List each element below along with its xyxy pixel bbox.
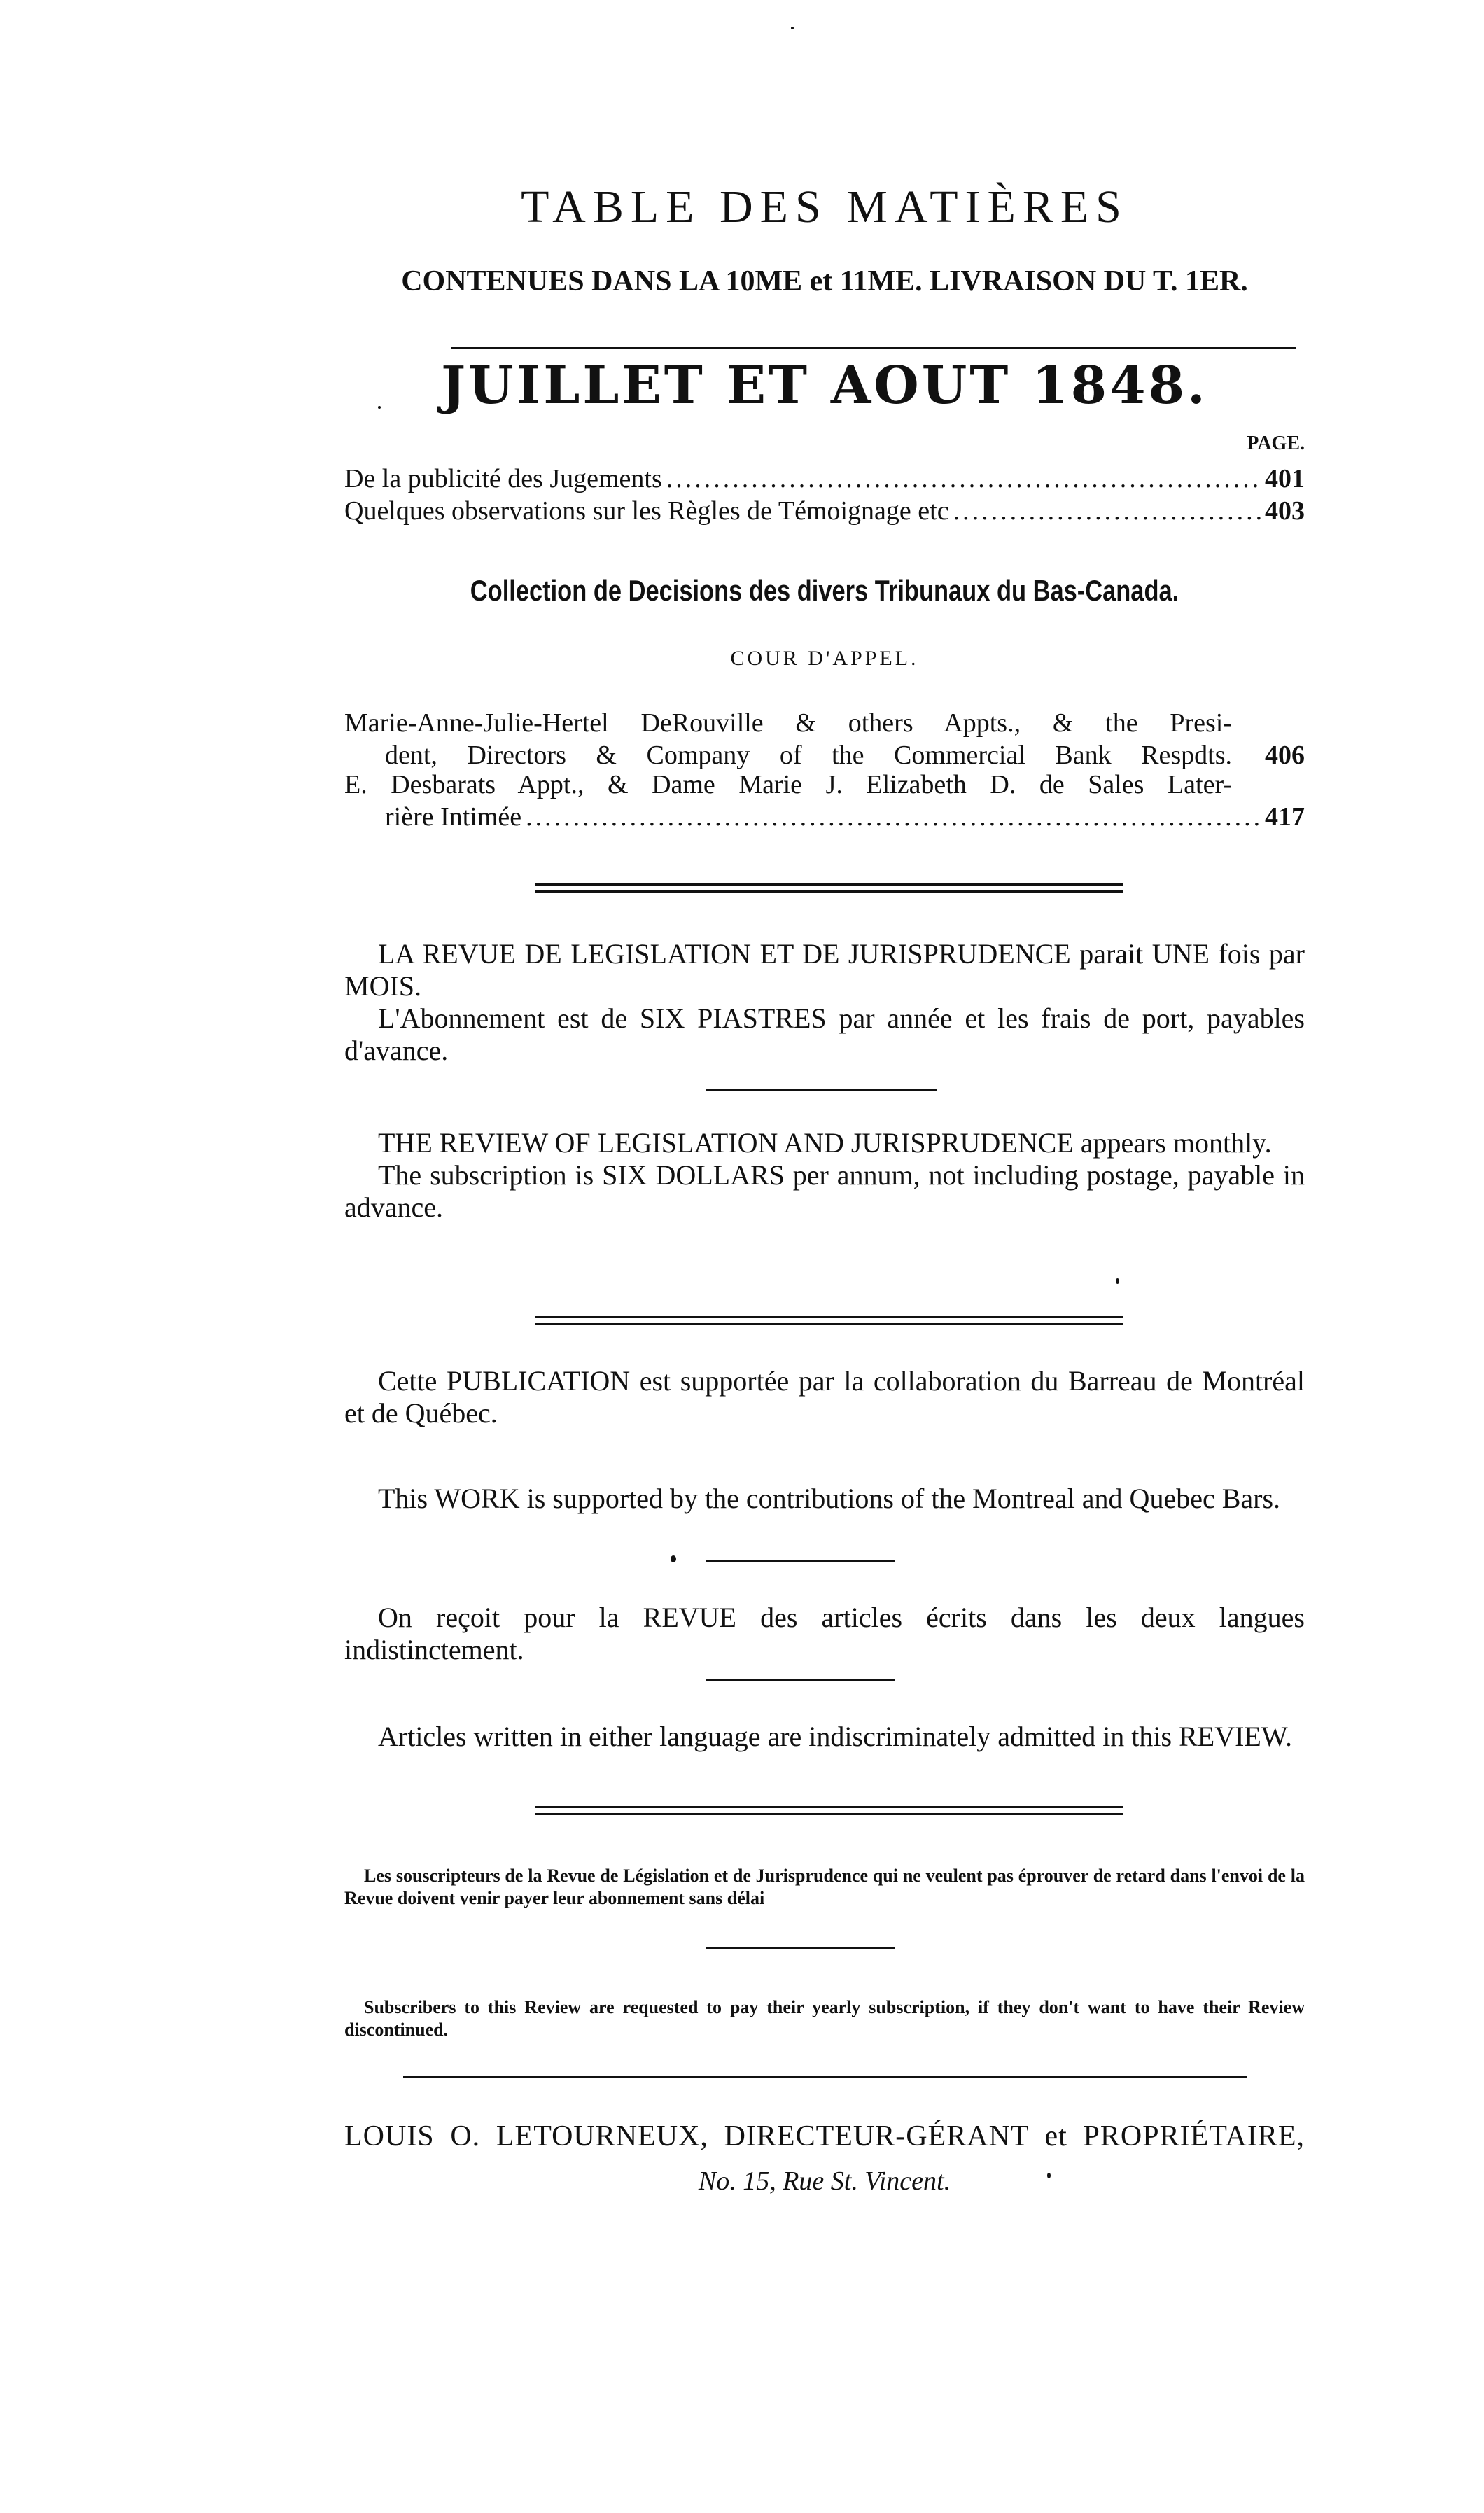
toc-row: [344, 496, 1305, 526]
scan-speck: [671, 1555, 676, 1562]
short-rule: [706, 1679, 895, 1681]
toc-row: [344, 463, 1305, 494]
leader-dots: [953, 496, 1261, 526]
review-statement: THE REVIEW OF LEGISLATION AND JURISPRUDENCE appears monthly.: [378, 1127, 1272, 1158]
short-rule: [706, 1947, 895, 1949]
notice-souscripteurs-fr: [344, 1865, 1305, 1910]
double-rule: [535, 883, 1123, 892]
notice-subscribers-en: [344, 1996, 1305, 2041]
double-rule: [535, 1806, 1123, 1815]
toc-page: 403: [1265, 496, 1305, 526]
page-subtitle: CONTENUES DANS LA 10ME et 11ME. LIVRAISON DU T. 1ER.: [401, 265, 1248, 298]
court-heading: COUR D'APPEL.: [730, 647, 919, 670]
toc-title: Quelques observations sur les Règles de Témoignage etc: [344, 496, 949, 526]
articles-fr-statement: On reçoit pour la REVUE des articles écrits dans les deux langues indistinctement.: [344, 1602, 1305, 1665]
notice-revue-fr: [344, 938, 1305, 1067]
publisher-line: LOUIS O. LETOURNEUX, DIRECTEUR-GÉRANT et PROPRIÉTAIRE,: [344, 2120, 1305, 2152]
subscription-statement: The subscription is SIX DOLLARS per annum, not including postage, payable in advance.: [344, 1159, 1305, 1223]
leader-dots: [526, 801, 1261, 833]
address-line: No. 15, Rue St. Vincent.: [698, 2166, 951, 2196]
case-entry: [344, 707, 1305, 771]
case-line: E. Desbarats Appt., & Dame Marie J. Elizabeth D. de Sales Later-: [344, 770, 1232, 799]
case-entry: [344, 769, 1305, 833]
case-line: rière Intimée: [385, 802, 522, 832]
case-line: Marie-Anne-Julie-Hertel DeRouville & others Appts., & the Presi-: [344, 708, 1232, 738]
scan-speck: [791, 27, 794, 29]
issue-heading: JUILLET ET AOUT 1848.: [441, 356, 1208, 416]
short-rule: [706, 1560, 895, 1562]
double-rule: [535, 1316, 1123, 1325]
notice-review-en: [344, 1127, 1305, 1224]
case-line: dent, Directors & Company of the Commercial Bank Respdts.: [385, 741, 1232, 770]
scan-speck: [1047, 2173, 1051, 2178]
notice-articles-fr: [344, 1602, 1305, 1666]
leader-dots: [666, 463, 1261, 494]
subscribers-statement: Subscribers to this Review are requested to pay their yearly subscription, if they don't want to have their Review discontinued.: [344, 1997, 1305, 2040]
revue-statement: LA REVUE DE LEGISLATION ET DE JURISPRUDENCE parait UNE fois par MOIS.: [344, 938, 1305, 1002]
souscripteurs-statement: Les souscripteurs de la Revue de Législation et de Jurisprudence qui ne veulent pas éprouver de retard dans l'envoi de la Revue doivent venir payer leur abonnement sans délai: [344, 1865, 1305, 1908]
case-page: 417: [1265, 802, 1305, 832]
page-title: TABLE DES MATIÈRES: [521, 181, 1128, 232]
page-column-label: PAGE.: [1247, 433, 1305, 454]
scan-speck: [1116, 1278, 1119, 1284]
divider-rule: [403, 2076, 1247, 2078]
publication-statement: Cette PUBLICATION est supportée par la collaboration du Barreau de Montréal et de Québec.: [344, 1365, 1305, 1429]
work-statement: This WORK is supported by the contributions of the Montreal and Quebec Bars.: [378, 1483, 1281, 1514]
abonnement-statement: L'Abonnement est de SIX PIASTRES par année et les frais de port, payables d'avance.: [344, 1002, 1305, 1066]
short-rule: [706, 1089, 937, 1091]
toc-page: 401: [1265, 464, 1305, 493]
case-page: 406: [1265, 741, 1305, 770]
notice-articles-en: [344, 1721, 1305, 1753]
articles-en-statement: Articles written in either language are indiscriminately admitted in this REVIEW.: [378, 1721, 1292, 1752]
notice-publication-fr: [344, 1365, 1305, 1429]
collection-heading: Collection de Decisions des divers Tribunaux du Bas-Canada.: [470, 574, 1180, 607]
scan-speck: [378, 406, 381, 409]
divider-rule: [451, 347, 1296, 349]
toc-title: De la publicité des Jugements: [344, 464, 662, 493]
notice-work-en: [344, 1483, 1305, 1515]
